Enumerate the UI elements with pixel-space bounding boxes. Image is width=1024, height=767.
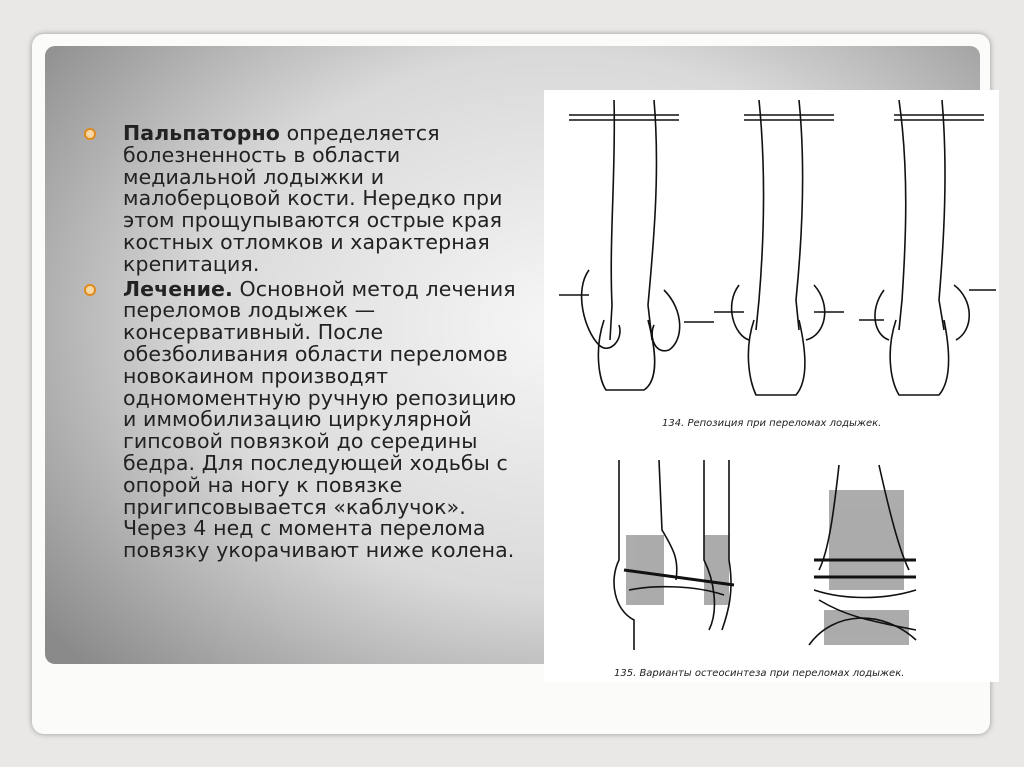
bullet-text: определяется болезненность в области медиальной лодыжки и малоберцовой кости. Нередко при этом прощупываются острые края костных отломков и характерная крепитация. — [123, 121, 503, 276]
bullet-bold: Пальпаторно — [123, 121, 280, 145]
bone-stipple — [829, 490, 904, 590]
bone-stipple — [626, 535, 664, 605]
bone-stipple — [824, 610, 909, 645]
caption-134: 134. Репозиция при переломах лодыжек. — [662, 418, 882, 429]
bullet-treatment — [84, 276, 534, 563]
caption-135: 135. Варианты остеосинтеза при переломах лодыжек. — [614, 668, 905, 679]
bullet-text: Основной метод лечения переломов лодыжек — консервативный. После обезболивания области переломов новокаином производят одномоментную ручную репозицию и иммобилизацию циркулярной гипсовой повязкой до середины бедра. Для последующей ходьбы с опорой на ногу к повязке пригипсовывается «каблучок». Через 4 нед с момента перелома повязку укорачивают ниже колена. — [123, 276, 517, 563]
ankle-reposition-drawing — [544, 90, 999, 682]
bullet-icon — [84, 128, 96, 140]
bone-stipple — [704, 535, 729, 605]
bullet-bold: Лечение. — [123, 276, 233, 301]
body-text — [84, 123, 534, 565]
illustration — [544, 90, 999, 682]
bullet-palpation — [84, 123, 534, 276]
bullet-icon — [84, 284, 96, 296]
